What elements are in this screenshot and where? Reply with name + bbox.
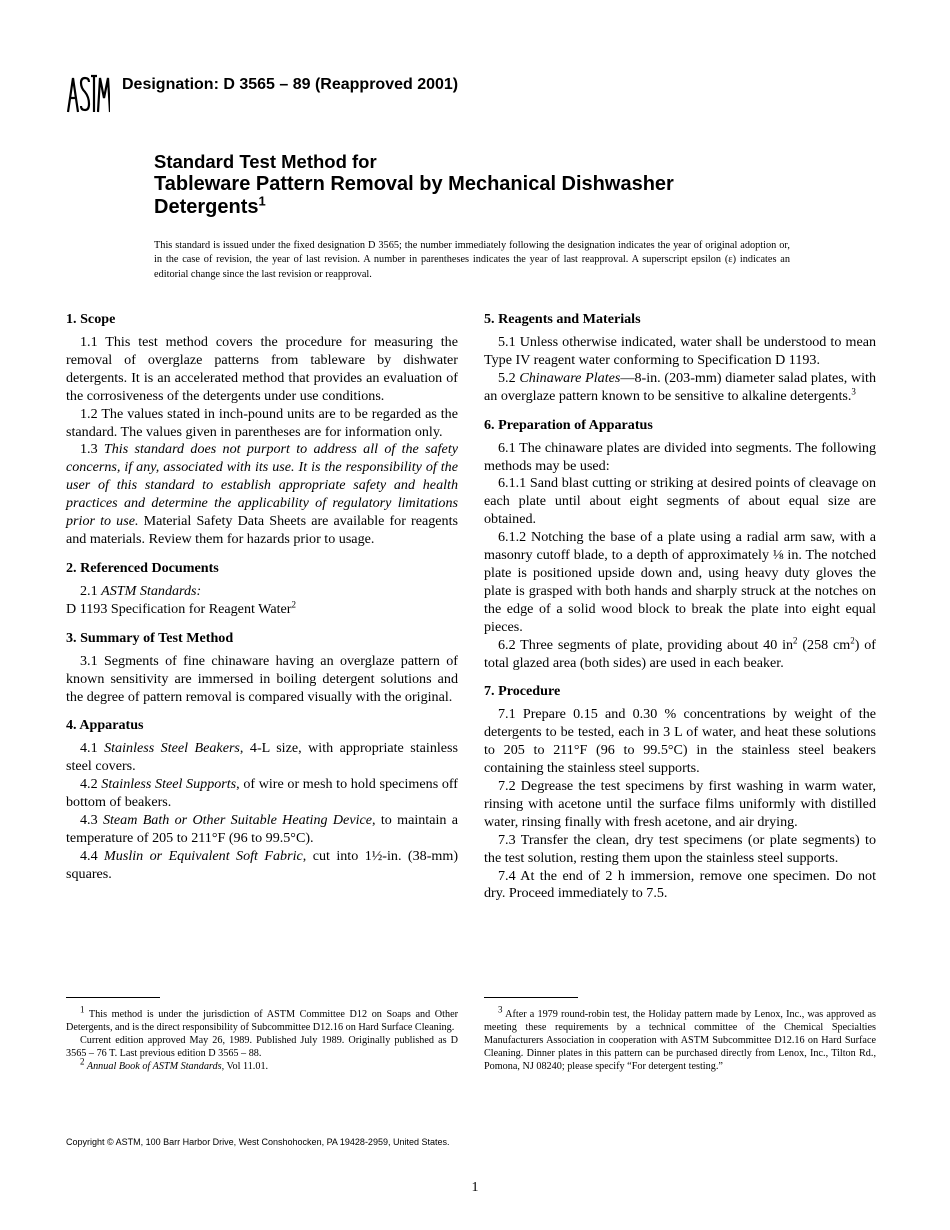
paragraph-7-2: 7.2 Degrease the test specimens by first washing in warm water, rinsing with acetone until the surface films uniformly with distilled water, rinsing finally with fresh acetone, and air drying. [484,778,876,830]
paragraph-1-1: 1.1 This test method covers the procedure for measuring the removal of overglaze patterns from tableware by dishwater detergents. It is an accelerated method that provides an evaluation of the corrosiveness of the detergents under use conditions. [66,334,458,404]
standard-intro: This standard is issued under the fixed designation D 3565; the number immediately following the designation indicates the year of original adoption or, in the case of revision, the year of last revision. A number in parentheses indicates the year of last reapproval. A superscript epsilon (ε) indicates an editorial change since the last revision or reapproval. [154,240,790,280]
designation: Designation: D 3565 – 89 (Reapproved 2001) [122,76,459,93]
section-heading: 6. Preparation of Apparatus [484,416,653,433]
section-reagents [484,310,876,406]
footnote-3: $^3$ After a 1979 round-robin test, the Holiday pattern made by Lenox, Inc., was approved as meeting these requirements by a technical committee of the Chemical Specialties Manufacturers Association in cooperation with ASTM Subcommittee D12.16 on Hard Surface Cleaning. Dinner plates in this pattern can be purchased directly from Lenox, Inc., Tilton Rd., Pomona, NJ 08240; please specify “For detergent testing.” [484,1004,876,1072]
left-column [66,310,458,894]
astm-logo [64,74,110,114]
title-footnote-mark: 1 [258,193,266,209]
footnotes-right [484,1004,876,1073]
paragraph-4-2: 4.2 Stainless Steel Supports, of wire or mesh to hold specimens off bottom of beakers. [66,776,459,811]
paragraph-4-3: 4.3 Steam Bath or Other Suitable Heating Device, to maintain a temperature of 205 to 211°F (96 to 99.5°C). [66,812,458,846]
paragraph-7-1: 7.1 Prepare 0.15 and 0.30 % concentrations by weight of the detergents to be tested, each in 3 L of water, and heat these solutions to 205 to 211°F (96 to 99.5°C) in the stainless steel beakers containing the stainless steel supports. [484,706,876,777]
footnote-1: $^1$ This method is under the jurisdiction of ASTM Committee D12 on Soaps and Other Detergents, and is the direct responsibility of Subcommittee D12.16 on Hard Surface Cleaning. [66,1004,458,1033]
paragraph-7-3: 7.3 Transfer the clean, dry test specimens (or plate segments) to the test solution, resting them upon the stainless steel supports. [484,831,876,866]
section-heading: 2. Referenced Documents [66,559,219,576]
document-title [154,150,674,219]
section-referenced-documents [66,559,458,619]
paragraph-1-3: 1.3 This standard does not purport to address all of the safety concerns, if any, associated with its use. It is the responsibility of the user of this standard to establish appropriate safety and health practices and determine the applicability of regulatory limitations prior to use. Material Safety Data Sheets are available for reagents and materials. Review them for hazards prior to usage. [66,441,458,547]
paragraph-4-1: 4.1 Stainless Steel Beakers, 4-L size, with appropriate stainless steel covers. [66,740,459,775]
section-heading: 4. Apparatus [66,717,144,734]
paragraph-1-2: 1.2 The values stated in inch-pound units are to be regarded as the standard. The values given in parentheses are for information only. [66,405,458,440]
title-line-3: Detergents$^1$ [154,193,266,218]
title-line-2: Tableware Pattern Removal by Mechanical Dishwasher [154,173,674,195]
paragraph-3-1: 3.1 Segments of fine chinaware having an overglaze pattern of known sensitivity are immersed in boiling detergent solutions and the degree of pattern removal is compared visually with the original. [66,652,458,705]
copyright-notice: Copyright © ASTM, 100 Barr Harbor Drive, West Conshohocken, PA 19428-2959, United States. [66,1137,450,1147]
section-summary [66,629,458,707]
paragraph-7-4: 7.4 At the end of 2 h immersion, remove one specimen. Do not dry. Proceed immediately to 7.5. [484,867,876,902]
footnote-1-edition: Current edition approved May 26, 1989. Published July 1989. Originally published as D 3565 – 76 T. Last previous edition D 3565 – 88. [66,1035,458,1059]
paragraph-5-2: 5.2 Chinaware Plates—8-in. (203-mm) diameter salad plates, with an overglaze pattern known to be sensitive to alkaline detergents.$^3$ [484,369,877,404]
section-apparatus [66,716,458,883]
footnote-2: $^2$ Annual Book of ASTM Standards, Vol 11.01. [80,1056,269,1072]
footnote-rule-right [484,997,578,998]
paragraph-6-1-2: 6.1.2 Notching the base of a plate using a radial arm saw, with a masonry cutoff blade, to a depth of approximately ⅛ in. The notched plate is positioned upside down and, using heavy duty gloves the plate is grasped with both hands and sharply struck at the notches on the edge of a solid wood block to break the plate into eight equal pieces. [484,529,876,635]
title-line-1: Standard Test Method for [154,151,377,172]
section-procedure [484,682,876,903]
section-heading: 3. Summary of Test Method [66,629,234,646]
reference-d1193: D 1193 Specification for Reagent Water$^2$ [66,599,296,617]
section-scope [66,310,458,549]
section-preparation [484,416,876,673]
footnote-rule-left [66,997,160,998]
paragraph-6-2: 6.2 Three segments of plate, providing about 40 $in^2$ (258 $cm^2$) of total glazed area (both sides) are used in each beaker. [484,634,876,671]
section-heading: 1. Scope [66,311,116,327]
paragraph-4-4: 4.4 Muslin or Equivalent Soft Fabric, cut into 1½-in. (38-mm) squares. [66,847,459,882]
page-number: 1 [471,1180,479,1195]
paragraph-5-1: 5.1 Unless otherwise indicated, water shall be understood to mean Type IV reagent water conforming to Specification D 1193. [484,334,876,368]
section-heading: 7. Procedure [484,683,561,700]
section-heading: 5. Reagents and Materials [484,311,641,327]
right-column [484,310,876,913]
footnotes-left [66,1004,458,1073]
paragraph-6-1-1: 6.1.1 Sand blast cutting or striking at desired points of cleavage on each plate until about eight segments of about equal size are obtained. [484,475,876,528]
paragraph-2-1: 2.1 ASTM Standards: [80,582,202,599]
paragraph-6-1: 6.1 The chinaware plates are divided into segments. The following methods may be used: [484,439,876,474]
